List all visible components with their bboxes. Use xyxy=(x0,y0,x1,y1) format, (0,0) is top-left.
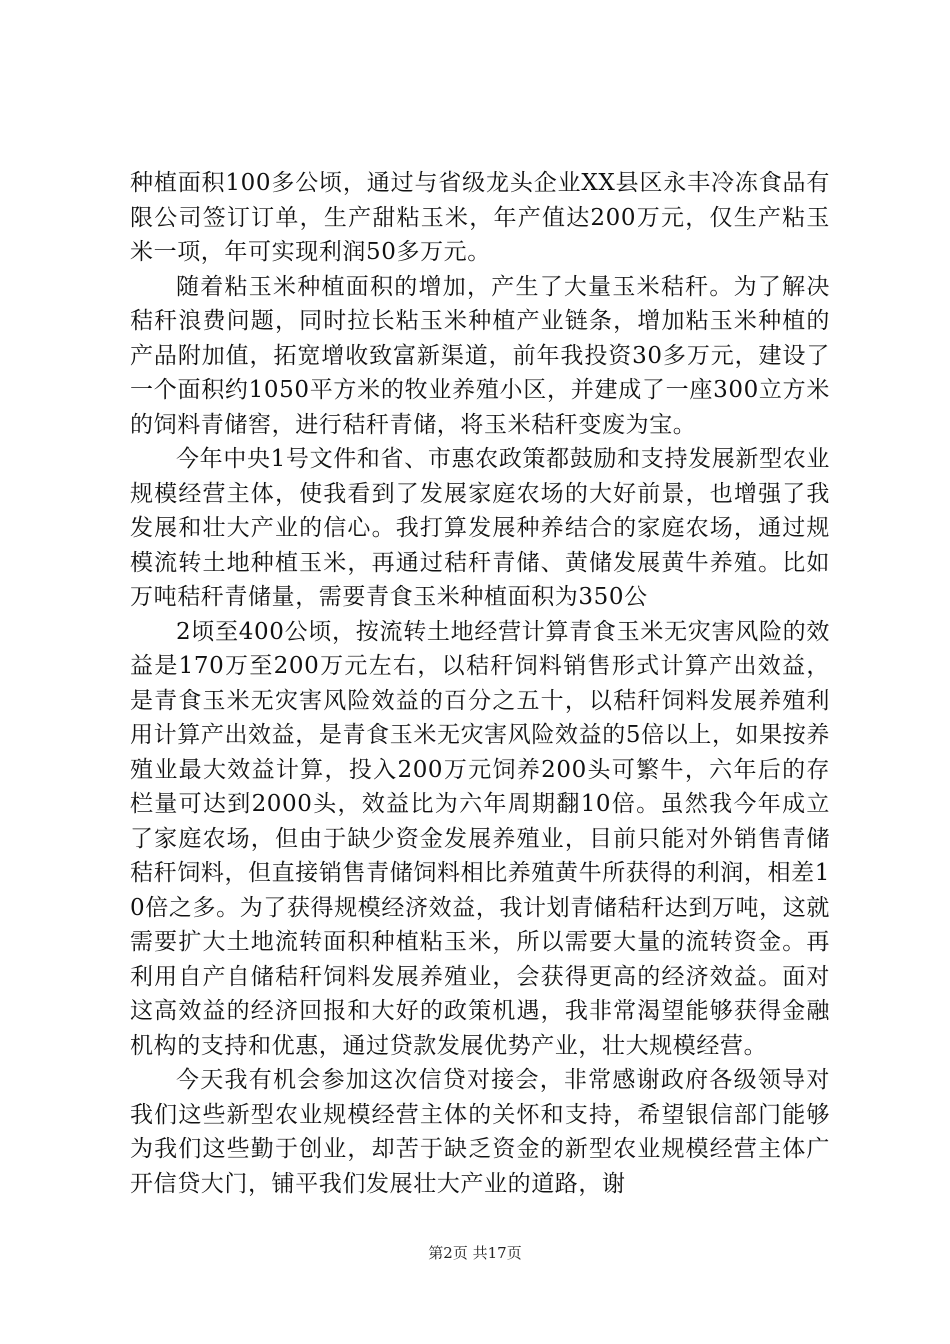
paragraph-2: 随着粘玉米种植面积的增加，产生了大量玉米秸秆。为了解决秸秆浪费问题，同时拉长粘玉米种植产业链条，增加粘玉米种植的产品附加值，拓宽增收致富新渠道，前年我投资30多万元，建设了一个面积约1050平方米的牧业养殖小区，并建成了一座300立方米的饲料青储窖，进行秸秆青储，将玉米秸秆变废为宝。 xyxy=(130,273,830,438)
paragraph-1: 种植面积100多公顷，通过与省级龙头企业XX县区永丰冷冻食品有限公司签订订单，生产甜粘玉米，年产值达200万元，仅生产粘玉米一项，年可实现利润50多万元。 xyxy=(130,170,830,265)
paragraph-5: 今天我有机会参加这次信贷对接会，非常感谢政府各级领导对我们这些新型农业规模经营主体的关怀和支持，希望银信部门能够为我们这些勤于创业，却苦于缺乏资金的新型农业规模经营主体广开信贷大门，铺平我们发展壮大产业的道路，谢 xyxy=(130,1067,830,1197)
paragraph-4: 2顷至400公顷，按流转土地经营计算青食玉米无灾害风险的效益是170万至200万元左右，以秸秆饲料销售形式计算产出效益，是青食玉米无灾害风险效益的百分之五十，以秸秆饲料发展养殖利用计算产出效益，是青食玉米无灾害风险效益的5倍以上，如果按养殖业最大效益计算，投入200万元饲养200头可繁牛，六年后的存栏量可达到2000头，效益比为六年周期翻10倍。虽然我今年成立了家庭农场，但由于缺少资金发展养殖业，目前只能对外销售青储秸秆饲料，但直接销售青储饲料相比养殖黄牛所获得的利润，相差10倍之多。为了获得规模经济效益，我计划青储秸秆达到万吨，这就需要扩大土地流转面积种植粘玉米，所以需要大量的流转资金。再利用自产自储秸秆饲料发展养殖业，会获得更高的经济效益。面对这高效益的经济回报和大好的政策机遇，我非常渴望能够获得金融机构的支持和优惠，通过贷款发展优势产业，壮大规模经营。 xyxy=(130,618,830,1059)
page-number-footer: 第2页 共17页 xyxy=(428,1244,522,1262)
paragraph-3: 今年中央1号文件和省、市惠农政策都鼓励和支持发展新型农业规模经营主体，使我看到了发展家庭农场的大好前景，也增强了我发展和壮大产业的信心。我打算发展种养结合的家庭农场，通过规模流转土地种植玉米，再通过秸秆青储、黄储发展黄牛养殖。比如万吨秸秆青储量，需要青食玉米种植面积为350公 xyxy=(130,446,830,610)
document-body xyxy=(130,166,830,1201)
